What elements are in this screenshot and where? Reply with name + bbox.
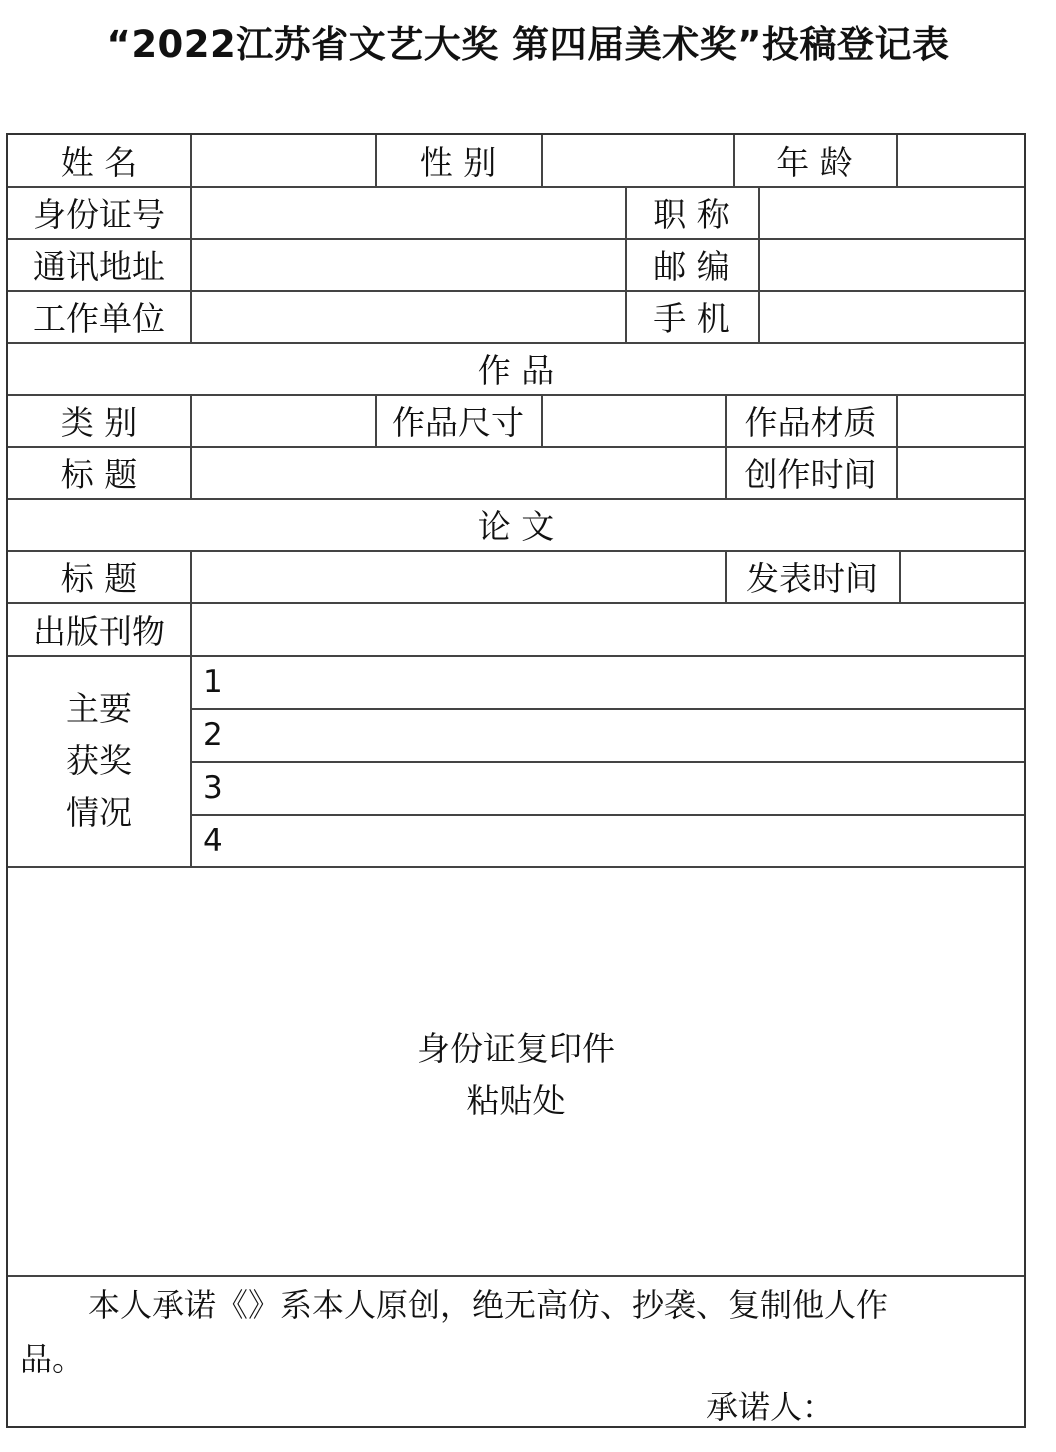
gender-field[interactable] [542,135,733,186]
published-time-field[interactable] [900,551,1024,602]
journal-label: 出版刊物 [33,611,165,651]
postcode-field[interactable] [759,239,1024,290]
award-number: 3 [203,770,223,806]
paper-section-heading: 论 文 [477,507,555,546]
pledge-text-line1: 本人承诺《》系本人原创，绝无高仿、抄袭、复制他人作 [88,1286,889,1324]
name-field[interactable] [191,135,375,186]
postcode-label: 邮 编 [653,247,730,286]
id-copy-line2: 粘贴处 [466,1081,566,1120]
creation-time-field[interactable] [897,447,1024,498]
category-field[interactable] [191,395,375,446]
form-title: “2022江苏省文艺大奖 第四届美术奖”投稿登记表 [106,23,950,66]
award-number: 2 [203,717,223,753]
pledge-signer-label: 承诺人： [706,1388,835,1426]
award-number: 1 [203,664,223,700]
awards-label-line: 主要 [66,689,132,728]
id-number-label: 身份证号 [33,195,165,234]
mobile-label: 手 机 [653,299,730,338]
pledge-text-line2: 品。 [20,1340,85,1378]
id-number-field[interactable] [191,187,625,238]
gender-label: 性 别 [419,143,497,182]
creation-time-label: 创作时间 [744,455,877,494]
age-field[interactable] [897,135,1024,186]
work-unit-field[interactable] [191,291,625,342]
paper-title-label: 标 题 [60,559,138,598]
professional-title-label: 职 称 [653,195,730,234]
journal-field[interactable] [191,603,1024,655]
artwork-size-label: 作品尺寸 [392,403,524,442]
professional-title-field[interactable] [759,187,1024,238]
artwork-title-label: 标 题 [60,455,138,494]
name-label: 姓 名 [60,143,138,182]
paper-title-field[interactable] [191,551,725,602]
age-label: 年 龄 [776,143,853,182]
id-copy-line1: 身份证复印件 [417,1029,615,1068]
pledge-section [8,1276,1024,1426]
address-field[interactable] [191,239,625,290]
award-number: 4 [203,822,223,859]
work-unit-label: 工作单位 [33,299,165,338]
artwork-material-field[interactable] [897,395,1024,446]
address-label: 通讯地址 [33,247,165,286]
awards-label-line: 情况 [66,793,132,832]
award-row-3[interactable] [203,762,1024,814]
artwork-title-field[interactable] [191,447,725,498]
award-row-1[interactable] [203,656,1024,708]
award-row-2[interactable] [203,709,1024,761]
artwork-material-label: 作品材质 [744,403,877,442]
id-copy-paste-area [8,867,1024,1275]
registration-form [6,133,1026,1428]
awards-label-line: 获奖 [66,741,132,780]
mobile-field[interactable] [759,291,1024,342]
award-row-4[interactable] [203,815,1024,866]
published-time-label: 发表时间 [746,559,878,598]
artwork-size-field[interactable] [542,395,725,446]
awards-label [8,656,190,866]
category-label: 类 别 [60,403,138,442]
artwork-section-heading: 作 品 [477,351,555,390]
